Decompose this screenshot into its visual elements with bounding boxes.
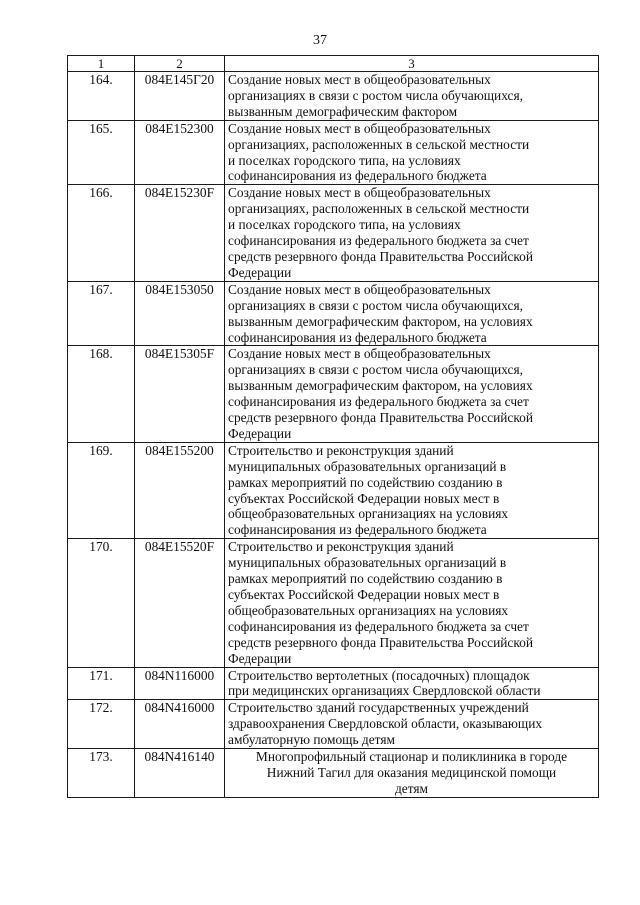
description-line: Строительство зданий государственных учреждений <box>228 700 529 716</box>
description-line: софинансирования из федерального бюджета за счет <box>228 233 529 249</box>
table-row <box>68 667 599 700</box>
description-line: средств резервного фонда Правительства Российской <box>228 634 534 650</box>
row-number: 170. <box>68 539 135 667</box>
description-line: вызванным демографическим фактором <box>228 103 458 119</box>
description-line: софинансирования из федерального бюджета за счет <box>228 618 529 634</box>
header-col-3: 3 <box>225 56 599 72</box>
description-line: детям <box>394 780 429 796</box>
page-number: 37 <box>313 33 327 48</box>
description-line: и поселках городского типа, на условиях <box>228 217 461 233</box>
table-row <box>68 72 599 121</box>
row-number: 164. <box>68 72 135 121</box>
description-line: Создание новых мест в общеобразовательных <box>228 281 491 297</box>
description-line: организациях в связи с ростом числа обучающихся, <box>228 87 523 103</box>
description-line: Строительство вертолетных (посадочных) площадок <box>228 667 530 683</box>
budget-code: 084E153050 <box>135 281 225 346</box>
budget-code: 084E15305F <box>135 346 225 442</box>
description-line: организациях, расположенных в сельской местности <box>228 201 530 217</box>
description-line: софинансирования из федерального бюджета <box>228 522 487 538</box>
description-line: Создание новых мест в общеобразовательных <box>228 346 491 362</box>
table-row <box>68 700 599 749</box>
description-line: Федерации <box>228 264 292 280</box>
table-row <box>68 539 599 667</box>
budget-code: 084N416000 <box>135 700 225 749</box>
description-line: субъектах Российской Федерации новых мест в <box>228 490 500 506</box>
description-line: Нижний Тагил для оказания медицинской помощи <box>266 764 557 780</box>
description-line: Создание новых мест в общеобразовательных <box>228 185 491 201</box>
row-number: 166. <box>68 185 135 281</box>
row-number: 172. <box>68 700 135 749</box>
budget-code: 084E155200 <box>135 442 225 538</box>
description-line: рамках мероприятий по содействию созданию в <box>228 474 503 490</box>
table-row <box>68 120 599 185</box>
table-row <box>68 346 599 442</box>
header-row <box>68 56 599 72</box>
row-number: 171. <box>68 667 135 700</box>
description <box>225 749 599 798</box>
description-line: организациях в связи с ростом числа обучающихся, <box>228 297 523 313</box>
description-line: муниципальных образовательных организаций в <box>228 555 507 571</box>
description <box>225 667 599 700</box>
description-line: субъектах Российской Федерации новых мест в <box>228 587 500 602</box>
description <box>225 539 599 667</box>
description-line: вызванным демографическим фактором, на условиях <box>228 378 533 394</box>
table-body <box>68 72 599 798</box>
row-number: 173. <box>68 749 135 798</box>
budget-code: 084E145Г20 <box>135 72 225 121</box>
description <box>225 281 599 346</box>
description-line: Создание новых мест в общеобразовательных <box>228 120 491 136</box>
description-line: Многопрофильный стационар и поликлиника в городе <box>255 749 568 765</box>
description-line: Строительство и реконструкция зданий <box>228 539 454 555</box>
description-line: организациях, расположенных в сельской местности <box>228 136 530 152</box>
description-line: амбулаторную помощь детям <box>228 732 395 748</box>
description-line: при медицинских организациях Свердловской области <box>228 683 541 699</box>
description-line: софинансирования из федерального бюджета за счет <box>228 394 529 410</box>
table-row <box>68 442 599 538</box>
description <box>225 185 599 281</box>
budget-code: 084N116000 <box>135 667 225 700</box>
description <box>225 700 599 749</box>
row-number: 169. <box>68 442 135 538</box>
description-line: средств резервного фонда Правительства Российской <box>228 248 534 264</box>
row-number: 167. <box>68 281 135 346</box>
description <box>225 346 599 442</box>
description-line: общеобразовательных организациях на условиях <box>228 602 509 618</box>
description-line: Создание новых мест в общеобразовательных <box>228 72 491 87</box>
budget-codes-table <box>67 55 599 798</box>
description <box>225 442 599 538</box>
description-line: средств резервного фонда Правительства Российской <box>228 410 534 426</box>
description-line: Строительство и реконструкция зданий <box>228 442 454 458</box>
table-row <box>68 185 599 281</box>
description-line: софинансирования из федерального бюджета <box>228 329 487 345</box>
header-col-1: 1 <box>68 56 135 72</box>
description-line: общеобразовательных организациях на условиях <box>228 506 509 522</box>
description-line: вызванным демографическим фактором, на условиях <box>228 313 533 329</box>
budget-code: 084E152300 <box>135 120 225 185</box>
description <box>225 120 599 185</box>
budget-code: 084N416140 <box>135 749 225 798</box>
table-row <box>68 749 599 798</box>
header-col-2: 2 <box>135 56 225 72</box>
description-line: Федерации <box>228 650 292 666</box>
description-line: Федерации <box>228 425 292 441</box>
row-number: 168. <box>68 346 135 442</box>
description-line: и поселках городского типа, на условиях <box>228 152 461 168</box>
description-line: организациях в связи с ростом числа обучающихся, <box>228 362 523 378</box>
budget-code: 084E15230F <box>135 185 225 281</box>
description-line: рамках мероприятий по содействию созданию в <box>228 571 503 587</box>
table-row <box>68 281 599 346</box>
description-line: софинансирования из федерального бюджета <box>228 168 487 184</box>
description-line: муниципальных образовательных организаций в <box>228 458 507 474</box>
description-line: здравоохранения Свердловской области, оказывающих <box>228 716 543 732</box>
description <box>225 72 599 121</box>
row-number: 165. <box>68 120 135 185</box>
budget-code: 084E15520F <box>135 539 225 667</box>
